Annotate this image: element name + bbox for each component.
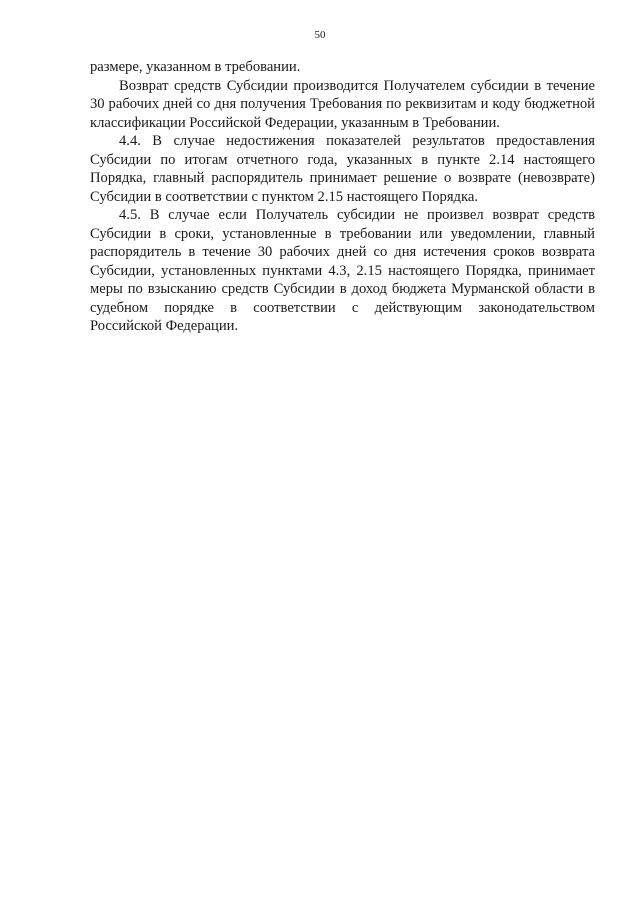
- document-body: [90, 58, 595, 336]
- paragraph-section-4-5: 4.5. В случае если Получатель субсидии не произвел возврат средств Субсидии в сроки, установленные в требовании или уведомлении, главный распорядитель в течение 30 рабочих дней со дня истечения сроков возврата Субсидии, установленных пунктами 4.3, 2.15 настоящего Порядка, принимает меры по взысканию средств Субсидии в доход бюджета Мурманской области в судебном порядке в соответствии с действующим законодательством Российской Федерации.: [90, 207, 595, 334]
- page-number: 50: [314, 29, 326, 41]
- paragraph-continuation: размере, указанном в требовании.: [90, 59, 301, 75]
- paragraph-refund-terms: Возврат средств Субсидии производится Получателем субсидии в течение 30 рабочих дней со дня получения Требования по реквизитам и коду бюджетной классификации Российской Федерации, указанным в Требовании.: [90, 77, 595, 131]
- paragraph-section-4-4: 4.4. В случае недостижения показателей результатов предоставления Субсидии по итогам отчетного года, указанных в пункте 2.14 настоящего Порядка, главный распорядитель принимает решение о возврате (невозврате) Субсидии в соответствии с пунктом 2.15 настоящего Порядка.: [90, 133, 595, 205]
